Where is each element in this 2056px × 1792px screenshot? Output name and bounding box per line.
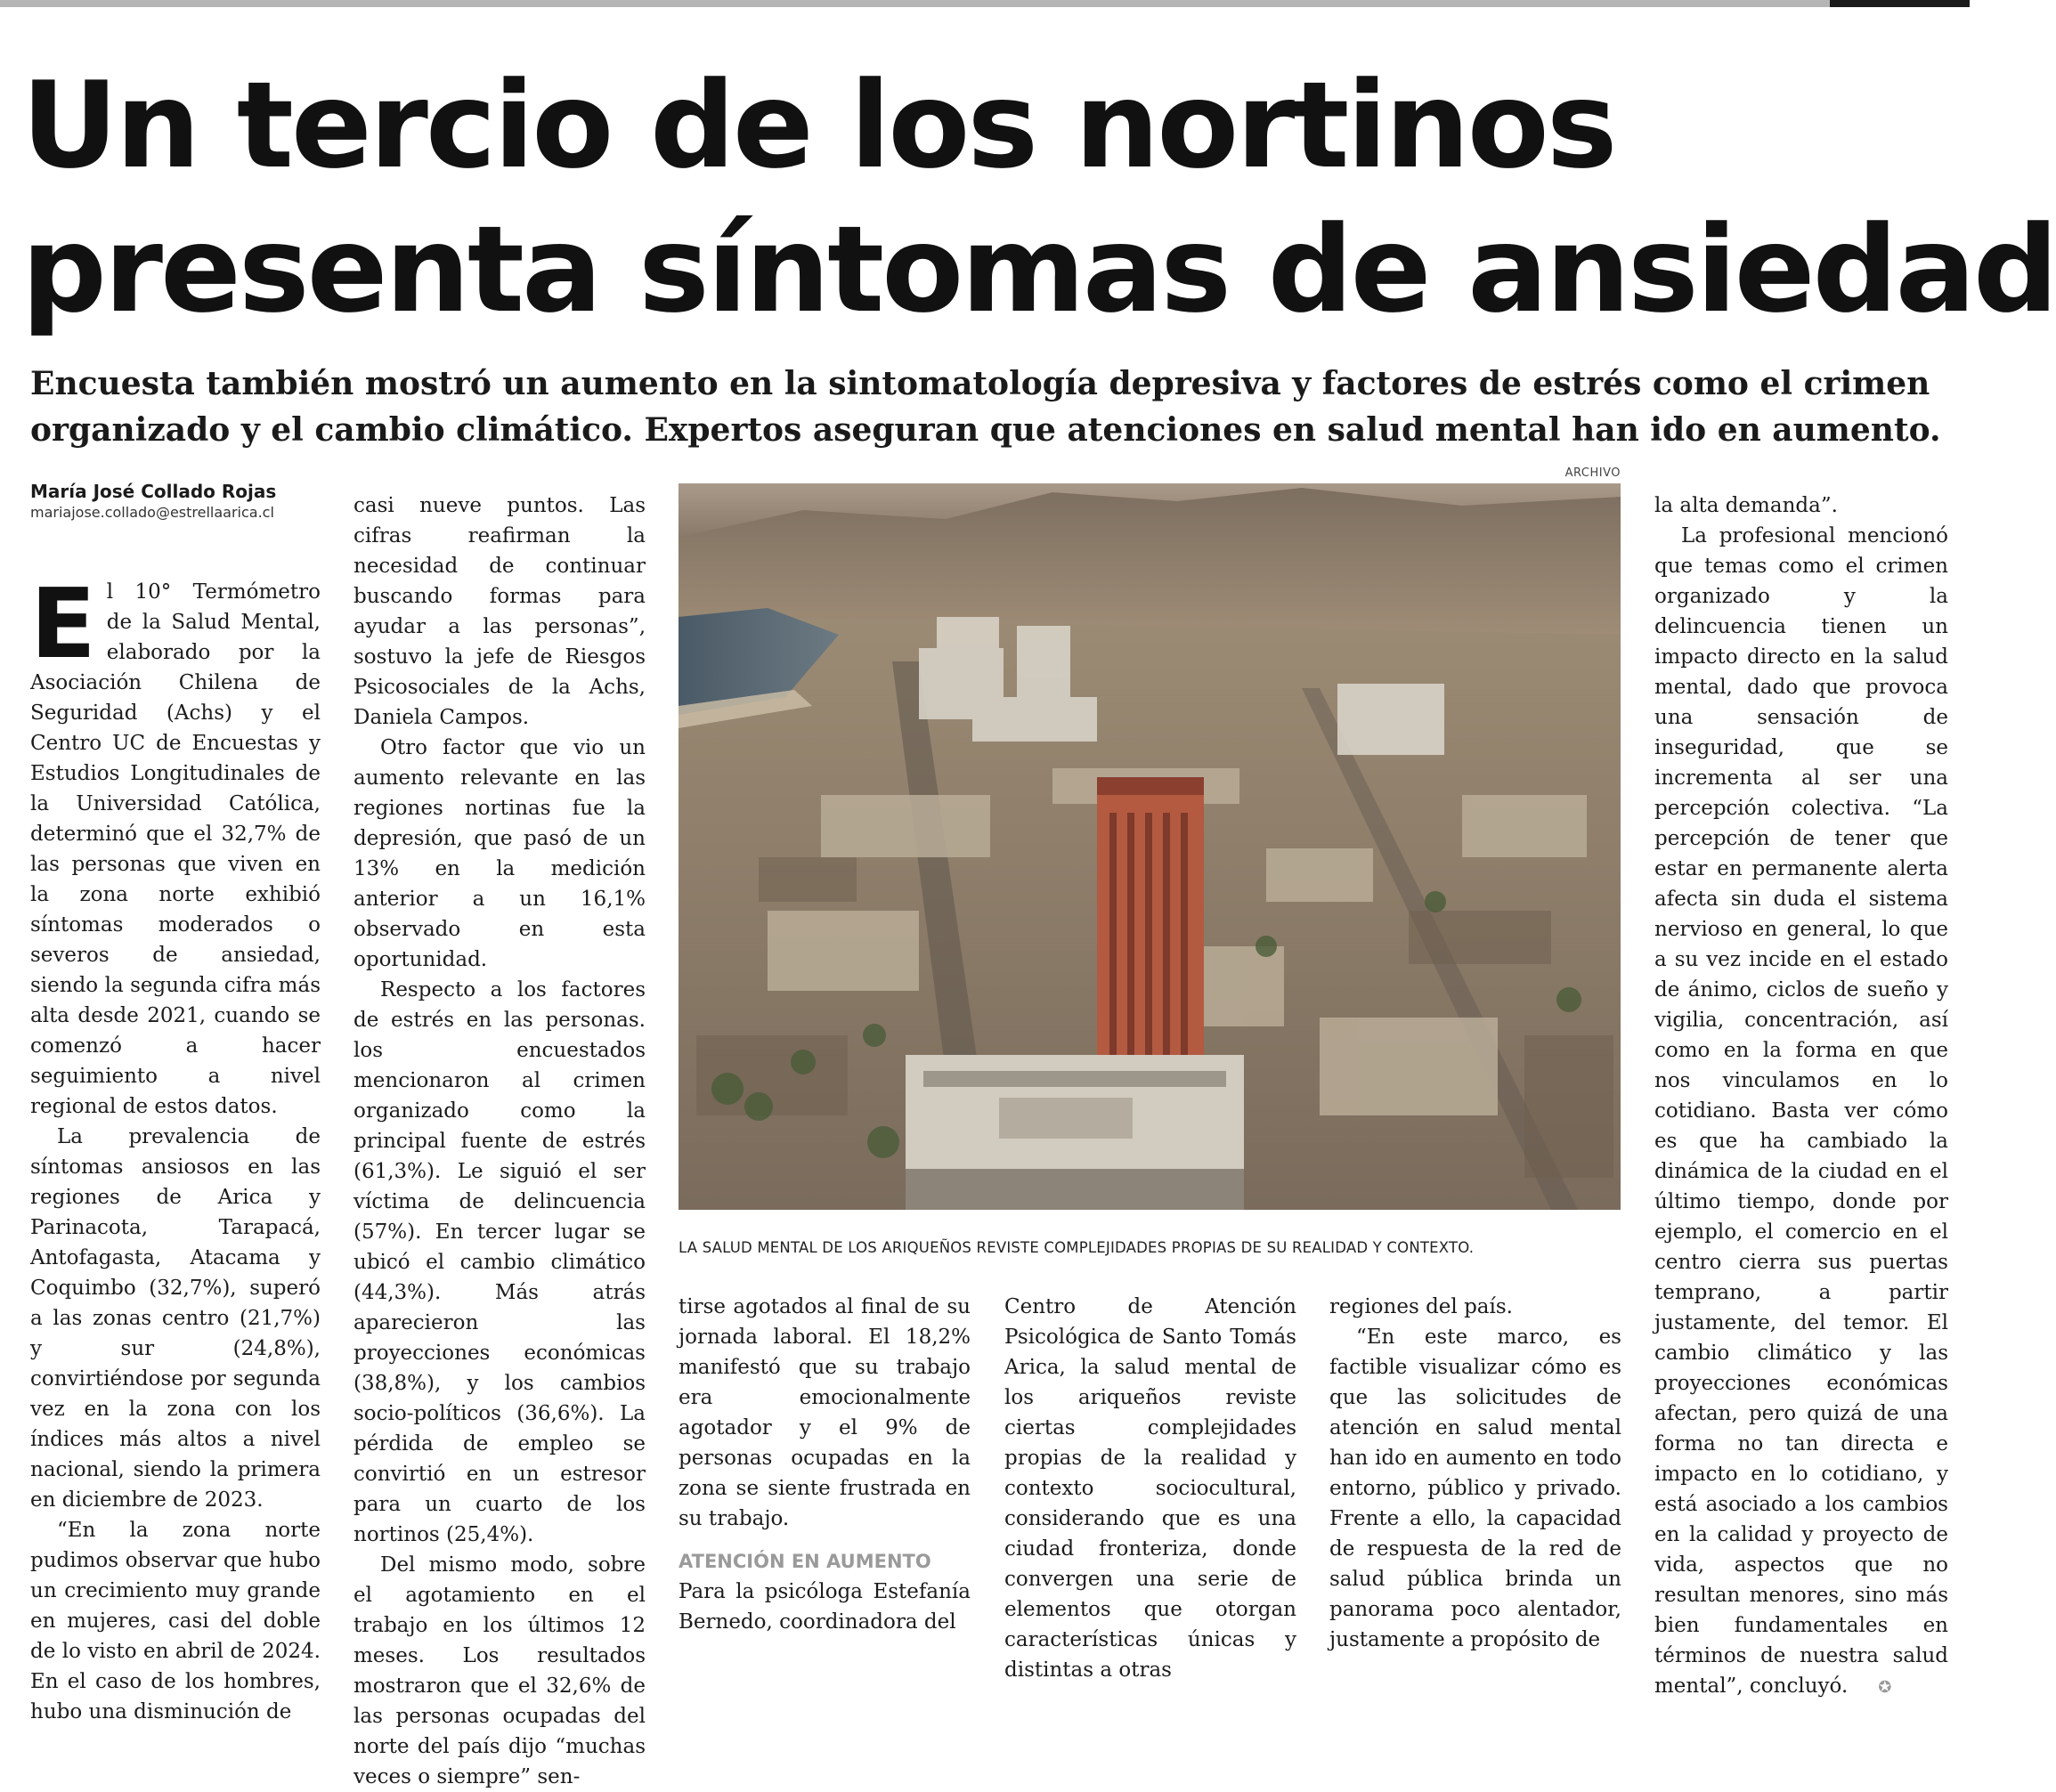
deck-line-1: Encuesta también mostró un aumento en la sintomatología depresiva y factores de estrés como el crimen (30, 365, 1930, 402)
top-rule-accent (1830, 0, 1970, 7)
article-column-5 (1329, 1292, 1621, 1674)
author-email: mariajose.collado@estrellaarica.cl (30, 504, 274, 521)
byline (30, 480, 333, 523)
drop-cap: E (30, 569, 96, 680)
photo-credit: ARCHIVO (1564, 466, 1621, 480)
paragraph-4: Otro factor que vio un aumento relevante en las regiones nortinas fue la depresión, que pasó de un 13% en la medición anterior a un 16,1% observado en esta oportunidad. (354, 736, 646, 971)
photo-caption: LA SALUD MENTAL DE LOS ARIQUEÑOS REVISTE COMPLEJIDADES PROPIAS DE SU REALIDAD Y CONTEXTO. (679, 1239, 1475, 1256)
paragraph-3-continued: casi nueve puntos. Las cifras reafirman la necesidad de continuar buscando formas para ayudar a las personas”, sostuvo la jefe de Riesgos Psicosociales de la Achs, Daniela Campos. (354, 494, 646, 729)
paragraph-1 (30, 569, 321, 1122)
paragraph-9 (1654, 521, 1948, 1703)
article-column-6 (1654, 491, 1948, 1698)
article-column-2 (354, 491, 646, 1788)
article-column-1 (30, 569, 321, 1723)
paragraph-1-text: l 10° Termómetro de la Salud Mental, elaborado por la Asociación Chilena de Seguridad (Achs) y el Centro UC de Encuestas y Estudios Longitudinales de la Universidad Católica, determinó que el 32,7% de las personas que viven en la zona norte exhibió síntomas moderados o severos de ansiedad, siendo la segunda cifra más alta desde 2021, cuando se comenzó a hacer seguimiento a nivel regional de estos datos. (30, 580, 321, 1118)
headline-line-2: presenta síntomas de ansiedad (21, 200, 2056, 339)
paragraph-8: “En este marco, es factible visualizar cómo es que las solicitudes de atención en salud mental han ido en aumento en todo entorno, público y privado. Frente a ello, la capacidad de respuesta de la red de salud pública brinda un panorama poco alentador, justamente a propósito de (1329, 1326, 1621, 1651)
paragraph-9-text: La profesional mencionó que temas como el crimen organizado y la delincuencia tienen un impacto directo en la salud mental, dado que provoca una sensación de inseguridad, que se incrementa al ser una percepción colectiva. “La percepción de tener que estar en permanente alerta afecta sin duda el sistema nervioso en general, lo que a su vez incide en el estado de ánimo, ciclos de sueño y vigilia, concentración, así como en la forma en que nos vinculamos en lo cotidiano. Basta ver cómo es que ha cambiado la dinámica de la ciudad en el último tiempo, donde por ejemplo, el comercio en el centro cierra sus puertas temprano, a partir justamente, del temor. El cambio climático y las proyecciones económicas afectan, pero quizá de una forma no tan directa e impacto en lo cotidiano, y está asociado a los cambios en la calidad y proyecto de vida, aspectos que no resultan menores, sino más bien fundamentales en términos de nuestra salud mental”, concluyó. (1654, 524, 1948, 1698)
paragraph-5: Respecto a los factores de estrés en las personas. los encuestados mencionaron al crimen organizado como la principal fuente de estrés (61,3%). Le siguió el ser víctima de delincuencia (57%). En tercer lugar se ubicó el cambio climático (44,3%). Más atrás aparecieron las proyecciones económicas (38,8%), y los cambios socio-políticos (36,6%). La pérdida de empleo se convirtió en un estresor para un cuarto de los nortinos (25,4%). (354, 978, 646, 1546)
paragraph-8-continued: la alta demanda”. (1654, 494, 1838, 517)
paragraph-6: Del mismo modo, sobre el agotamiento en el trabajo en los últimos 12 meses. Los resultados mostraron que el 32,6% de las personas ocupadas del norte del país dijo “muchas veces o siempre” sen- (354, 1553, 646, 1788)
end-mark-icon: ✪ (1878, 1678, 1892, 1697)
paragraph-3: “En la zona norte pudimos observar que hubo un crecimiento muy grande en mujeres, casi del doble de lo visto en abril de 2024. En el caso de los hombres, hubo una disminución de (30, 1519, 321, 1723)
article-column-3 (679, 1292, 971, 1674)
city-photo (679, 483, 1621, 1210)
deck-line-2: organizado y el cambio climático. Expertos aseguran que atenciones en salud mental han ido en aumento. (30, 411, 1941, 449)
paragraph-7-continued: Centro de Atención Psicológica de Santo Tomás Arica, la salud mental de los ariqueños reviste ciertas complejidades propias de la realidad y contexto sociocultural, considerando que es una ciudad fronteriza, donde convergen una serie de elementos que otorgan características únicas y distintas a otras (1004, 1295, 1296, 1682)
headline (21, 53, 2056, 342)
subheading: ATENCIÓN EN AUMENTO (679, 1551, 931, 1572)
headline-line-1: Un tercio de los nortinos (21, 56, 1615, 195)
article-column-4 (1004, 1292, 1296, 1682)
paragraph-7-end: regiones del país. (1329, 1295, 1513, 1318)
paragraph-7: Para la psicóloga Estefanía Bernedo, coordinadora del (679, 1580, 971, 1634)
top-rule (0, 0, 1970, 7)
paragraph-2: La prevalencia de síntomas ansiosos en las regiones de Arica y Parinacota, Tarapacá, Antofagasta, Atacama y Coquimbo (32,7%), superó a las zonas centro (21,7%) y sur (24,8%), convirtiéndose por segunda vez en la zona con los índices más altos a nivel nacional, siendo la primera en diciembre de 2023. (30, 1125, 321, 1512)
paragraph-6-continued: tirse agotados al final de su jornada laboral. El 18,2% manifestó que su trabajo era emocionalmente agotador y el 9% de personas ocupadas en la zona se siente frustrada en su trabajo. (679, 1295, 971, 1530)
deck (30, 361, 1945, 453)
author-name: María José Collado Rojas (30, 481, 277, 502)
